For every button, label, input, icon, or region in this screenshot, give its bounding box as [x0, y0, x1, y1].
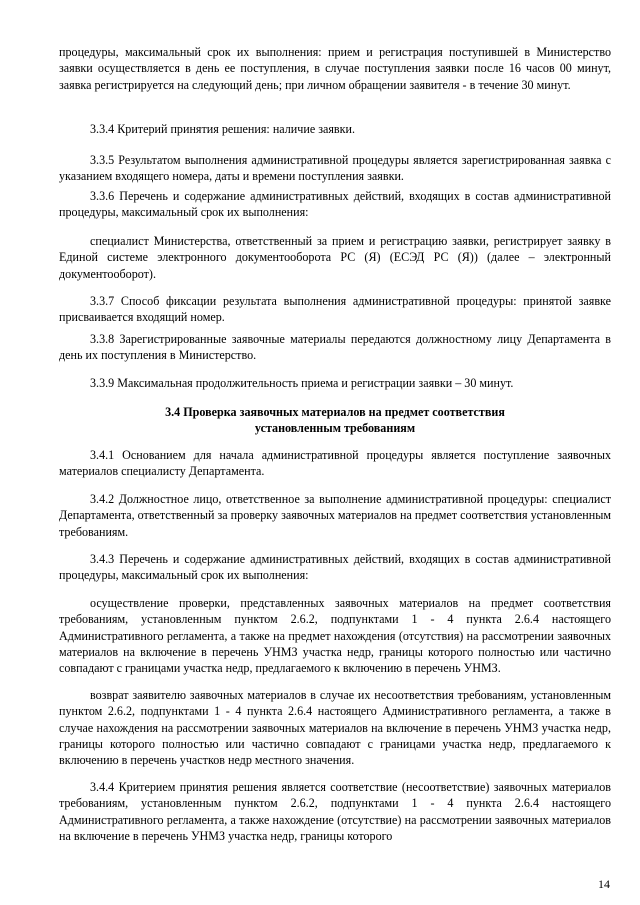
paragraph-3-3-9: 3.3.9 Максимальная продолжительность приема и регистрации заявки – 30 минут.	[90, 376, 514, 390]
paragraph-continuation: процедуры, максимальный срок их выполнения: прием и регистрация поступившей в Министерство заявки осуществляется в день ее поступления, в случае поступления заявки после 16 часов 00 минут, заявка регистрируется на следующий день; при личном обращении заявителя - в течение 30 минут.	[59, 45, 611, 92]
paragraph-3-3-8: 3.3.8 Зарегистрированные заявочные материалы передаются должностному лицу Департамента в день их поступления в Министерство.	[59, 332, 611, 363]
paragraph-3-4-4: 3.4.4 Критерием принятия решения является соответствие (несоответствие) заявочных материалов требованиям, установленным пунктом 2.6.2, подпунктами 1 - 4 пункта 2.6.4 настоящего Административного регламента, а также нахождение (отсутствие) на рассмотрении заявочных материалов на включение в перечень УНМЗ участка недр, границы которого	[59, 780, 611, 843]
paragraph-return: возврат заявителю заявочных материалов в случае их несоответствия требованиям, установленным пунктом 2.6.2, подпунктами 1 - 4 пункта 2.6.4 настоящего Административного регламента, а также в случае нахождения на рассмотрении заявочных материалов на включение в перечень УНМЗ участка недр, границы которого полностью или частично совпадают с границами участка недр, предлагаемого к включению в перечень участков недр местного значения.	[59, 688, 611, 768]
paragraph-3-4-3: 3.4.3 Перечень и содержание административных действий, входящих в состав административной процедуры, максимальный срок их выполнения:	[59, 552, 611, 583]
paragraph-3-3-7: 3.3.7 Способ фиксации результата выполнения административной процедуры: принятой заявке присваивается входящий номер.	[59, 294, 611, 325]
page-number: 14	[598, 877, 610, 891]
section-heading-line-2: установленным требованиям	[254, 421, 416, 436]
section-heading	[59, 404, 611, 437]
paragraph-3-3-4: 3.3.4 Критерий принятия решения: наличие заявки.	[90, 122, 356, 136]
paragraph-3-3-5: 3.3.5 Результатом выполнения административной процедуры является зарегистрированная заявка с указанием входящего номера, даты и времени поступления заявки.	[59, 153, 611, 184]
paragraph-3-4-2: 3.4.2 Должностное лицо, ответственное за выполнение административной процедуры: специалист Департамента, ответственный за проверку заявочных материалов на предмет соответствия установленным требованиям.	[59, 492, 611, 539]
paragraph-3-4-1: 3.4.1 Основанием для начала административной процедуры является поступление заявочных материалов специалисту Департамента.	[59, 448, 611, 479]
section-heading-line-1: 3.4 Проверка заявочных материалов на предмет соответствия	[165, 405, 505, 419]
paragraph-verification: осуществление проверки, представленных заявочных материалов на предмет соответствия требованиям, установленным пунктом 2.6.2, подпунктами 1 - 4 пункта 2.6.4 настоящего Административного регламента, а также на предмет нахождения (отсутствия) на рассмотрении заявочных материалов на включение в перечень УНМЗ участка недр, границы которого полностью или частично совпадают с границами участка недр, предлагаемого к включению в перечень УНМЗ.	[59, 596, 611, 676]
paragraph-registration-specialist: специалист Министерства, ответственный за прием и регистрацию заявки, регистрирует заявку в Единой системе электронного документооборота РС (Я) (ЕСЭД РС (Я)) (далее – электронный документооборот).	[59, 234, 611, 281]
paragraph-3-3-6: 3.3.6 Перечень и содержание административных действий, входящих в состав административной процедуры, максимальный срок их выполнения:	[59, 189, 611, 220]
